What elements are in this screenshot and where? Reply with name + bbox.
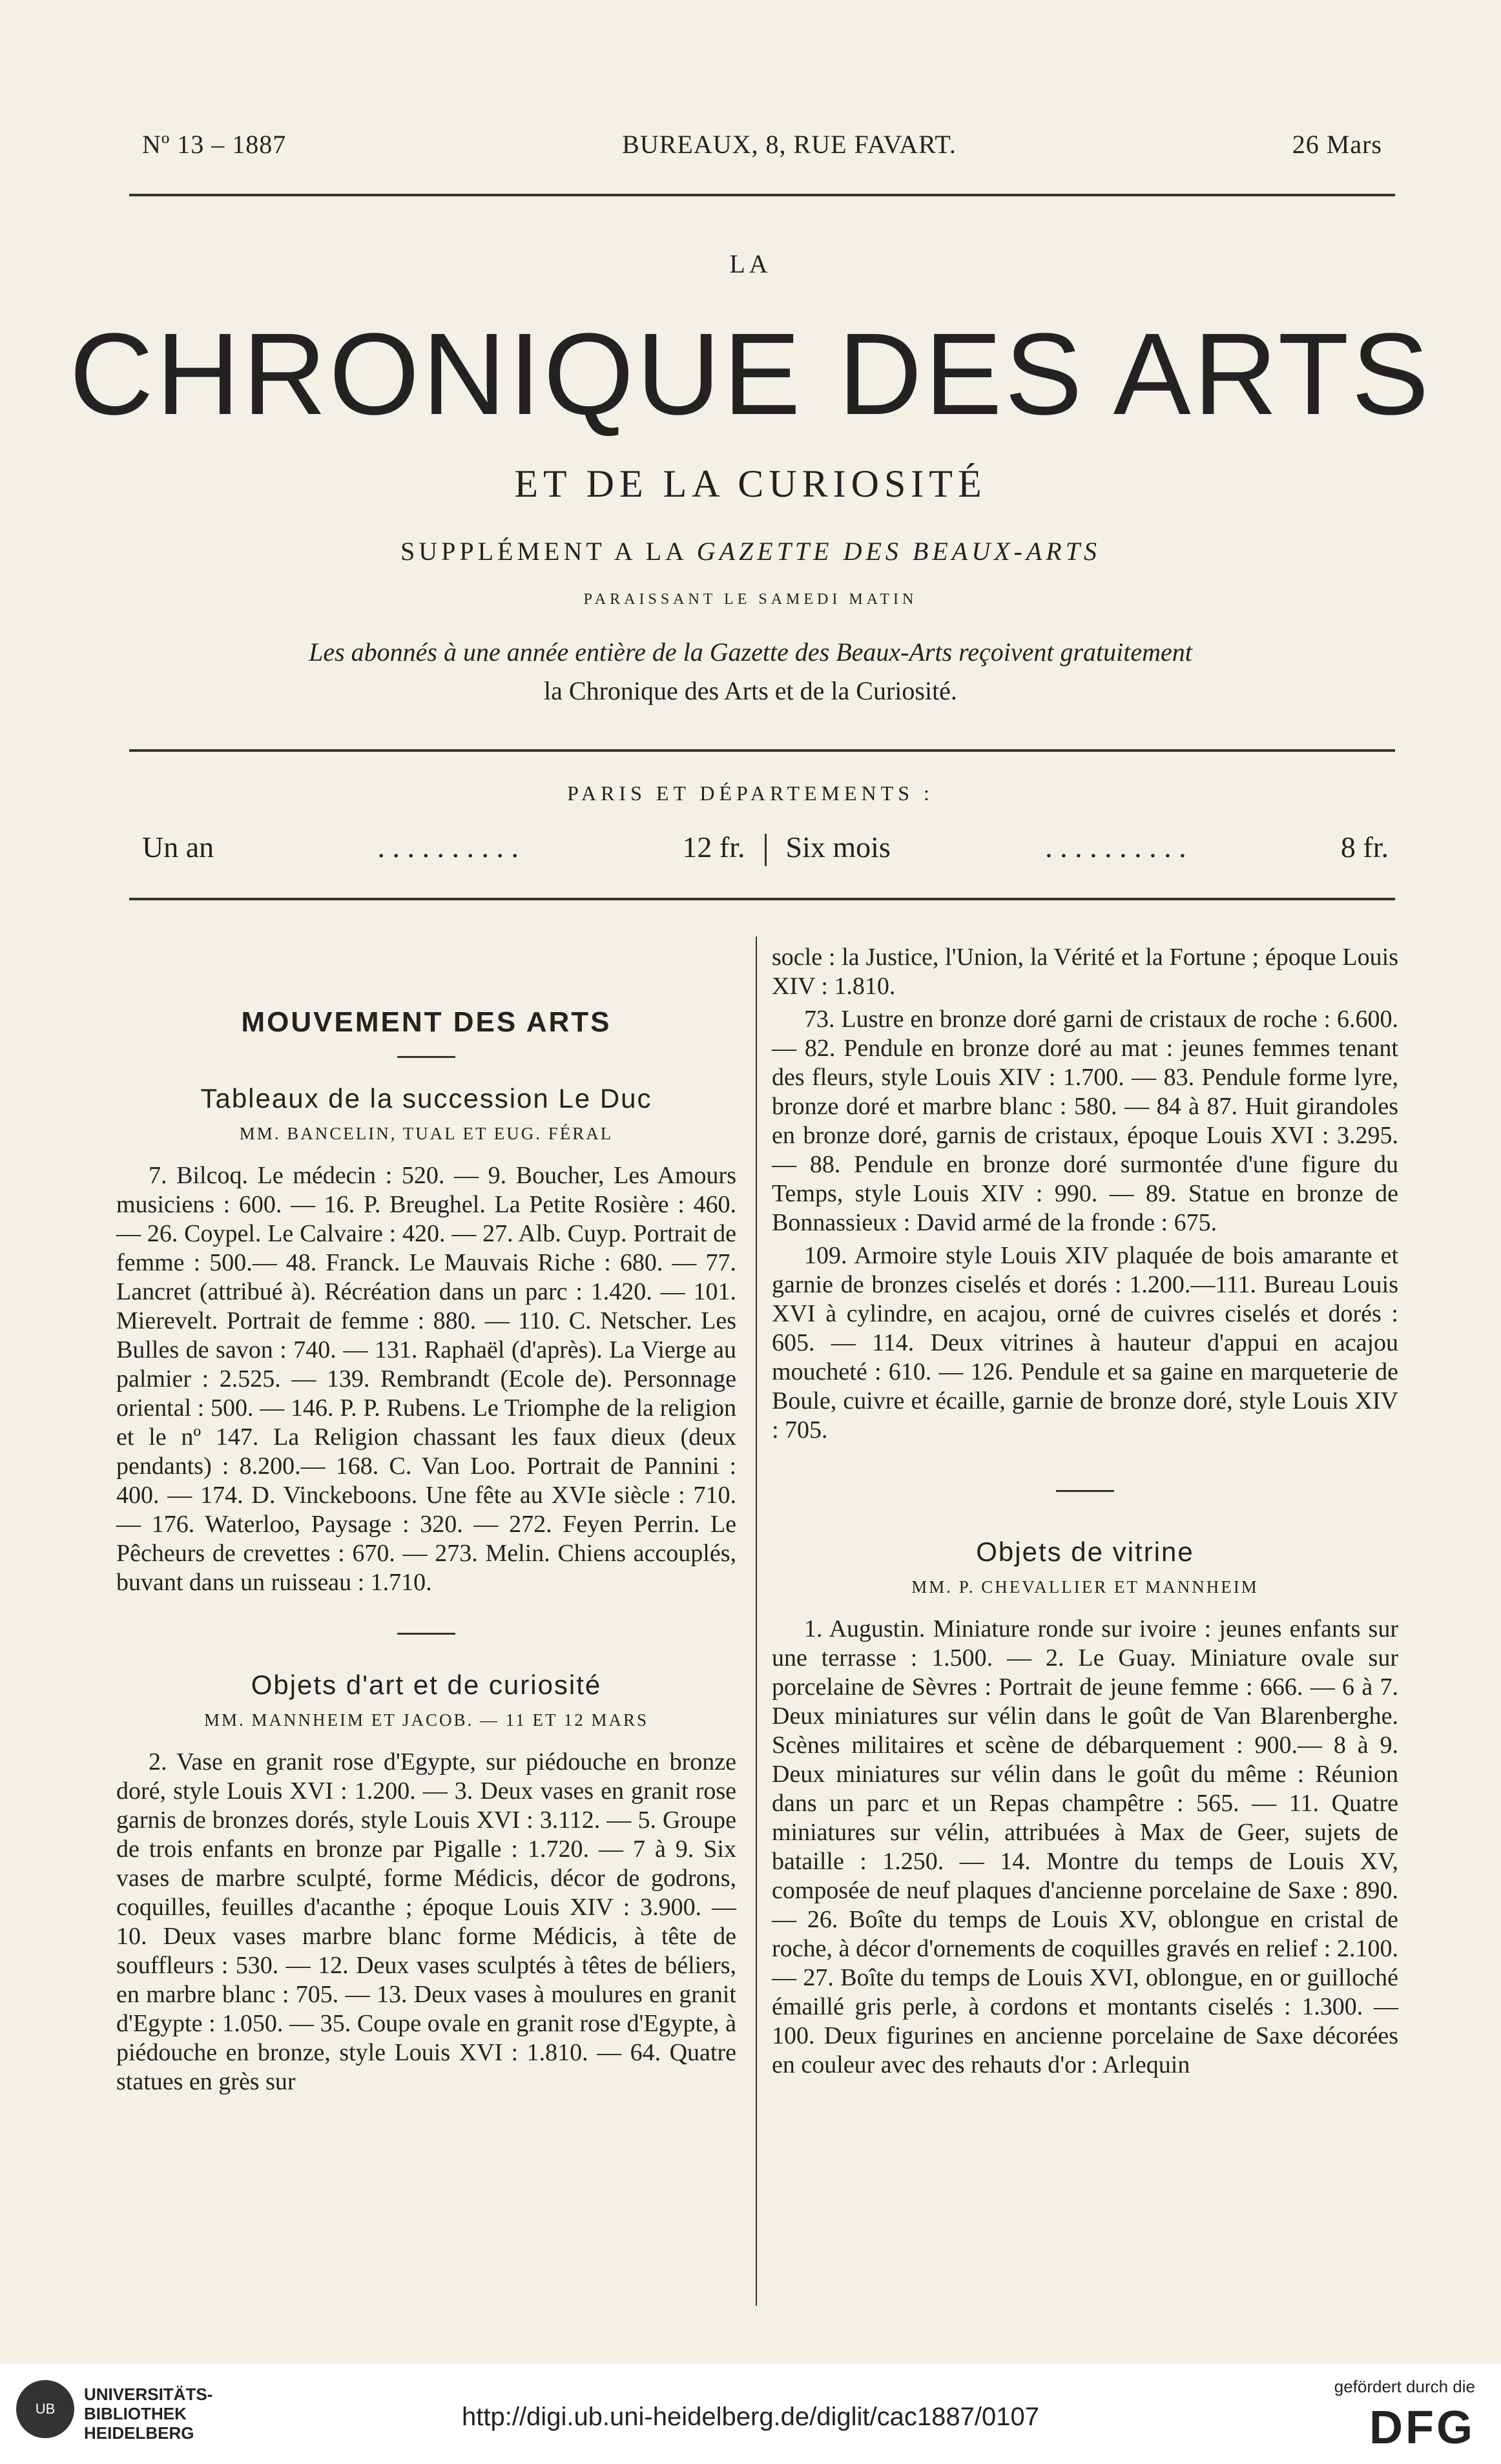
article-paragraph: 7. Bilcoq. Le médecin : 520. — 9. Boucher, Les Amours musiciens : 600. — 16. P. Breughel. La Petite Rosière : 460. — 26. Coypel. Le Calvaire : 420. — 27. Alb. Cuyp. Portrait de femme : 500.— 48. Franck. Le Mauvais Riche : 680. — 77. Lancret (attribué à). Récréation dans un parc : 1.420. — 101. Mierevelt. Portrait de femme : 880. — 110. C. Netscher. Les Bulles de savon : 740. — 131. Raphaël (d'après). La Vierge au palmier : 2.525. — 139. Rembrandt (Ecole de). Personnage oriental : 500. — 146. P. P. Rubens. Le Triomphe de la religion et le nº 147. La Religion chassant les faux dieux (deux pendants) : 8.200.— 168. C. Van Loo. Portrait de Pannini : 400. — 174. D. Vinckeboons. Une fête au XVIe siècle : 710. — 176. Waterloo, Paysage : 320. — 272. Feyen Perrin. Le Pêcheurs de crevettes : 670. — 273. Melin. Chiens accouplés, buvant dans un ruisseau : 1.710. bbox=[116, 1162, 736, 1596]
right-column bbox=[772, 943, 1398, 2084]
price-six-months bbox=[767, 830, 1409, 866]
auctioneers: MM. P. CHEVALLIER ET MANNHEIM bbox=[911, 1577, 1259, 1597]
left-column bbox=[116, 943, 736, 2100]
auctioneers: MM. BANCELIN, TUAL ET EUG. FÉRAL bbox=[239, 1124, 614, 1143]
subscription-region: PARIS ET DÉPARTEMENTS : bbox=[567, 782, 934, 805]
subscriber-note bbox=[0, 633, 1501, 710]
funding-note: gefördert durch die bbox=[1334, 2377, 1475, 2396]
issue-number: Nº 13 – 1887 bbox=[142, 130, 287, 159]
subsection-title: Objets d'art et de curiosité bbox=[251, 1670, 602, 1700]
section-title: MOUVEMENT DES ARTS bbox=[241, 1006, 612, 1038]
library-name-line: BIBLIOTHEK bbox=[84, 2404, 187, 2423]
supplement-prefix: SUPPLÉMENT A LA bbox=[400, 537, 697, 566]
price-one-year-label: Un an bbox=[142, 831, 214, 864]
publication-subtitle: ET DE LA CURIOSITÉ bbox=[514, 462, 987, 505]
price-one-year-value: 12 fr. bbox=[682, 831, 745, 864]
library-name-line: HEIDELBERG bbox=[84, 2423, 194, 2443]
subscription-prices bbox=[123, 830, 1408, 866]
section-dash bbox=[397, 1633, 455, 1635]
prices-rule bbox=[129, 898, 1395, 900]
header-rule bbox=[129, 194, 1395, 196]
masthead-article: LA bbox=[729, 249, 772, 278]
digitization-footer bbox=[0, 2364, 1501, 2464]
price-leader: . . . . . . . . . . bbox=[1045, 831, 1186, 864]
article-paragraph: socle : la Justice, l'Union, la Vérité et la Fortune ; époque Louis XIV : 1.810. bbox=[772, 944, 1398, 1000]
column-divider bbox=[756, 937, 757, 2306]
subsection-title: Objets de vitrine bbox=[976, 1537, 1194, 1567]
publication-schedule: PARAISSANT LE SAMEDI MATIN bbox=[583, 591, 918, 608]
article-paragraph: 73. Lustre en bronze doré garni de cristaux de roche : 6.600. — 82. Pendule en bronze doré au mat : jeunes femmes tenant des fleurs, style Louis XIV : 1.700. — 83. Pendule forme lyre, bronze doré et marbre blanc : 580. — 84 à 87. Huit girandoles en bronze doré, garnis de cristaux, époque Louis XVI : 3.295. — 88. Pendule en bronze doré surmontée d'une figure du Temps, style Louis XIV : 990. — 89. Statue en bronze de Bonnassieux : David armé de la fronde : 675. bbox=[772, 1006, 1398, 1236]
price-six-months-label: Six mois bbox=[785, 831, 891, 864]
library-name-line: UNIVERSITÄTS- bbox=[84, 2385, 213, 2404]
masthead-rule bbox=[129, 749, 1395, 752]
price-leader: . . . . . . . . . . bbox=[377, 831, 519, 864]
subscriber-note-line1: Les abonnés à une année entière de la Gazette des Beaux-Arts reçoivent gratuitement bbox=[309, 637, 1192, 667]
price-six-months-value: 8 fr. bbox=[1340, 831, 1389, 864]
auctioneers: MM. MANNHEIM ET JACOB. — 11 ET 12 MARS bbox=[203, 1710, 649, 1730]
publication-title: CHRONIQUE DES ARTS bbox=[69, 309, 1432, 439]
section-dash bbox=[397, 1056, 455, 1058]
dfg-logo: DFG bbox=[1369, 2402, 1475, 2454]
article-paragraph: 2. Vase en granit rose d'Egypte, sur piédouche en bronze doré, style Louis XVI : 1.200. — 3. Deux vases en granit rose garnis de bronzes dorés, style Louis XVI : 3.112. — 5. Groupe de trois enfants en bronze par Pigalle : 1.720. — 7 à 9. Six vases de marbre sculpté, forme Médicis, décor de godrons, coquilles, feuilles d'acanthe ; époque Louis XIV : 3.900. — 10. Deux vases marbre blanc forme Médicis, à tête de souffleurs : 530. — 12. Deux vases sculptés à têtes de béliers, en marbre blanc : 705. — 13. Deux vases à moulures en granit d'Egypte : 1.050. — 35. Coupe ovale en granit rose d'Egypte, à piédouche en bronze, style Louis XVI : 1.810. — 64. Quatre statues en grès sur bbox=[116, 1748, 736, 2095]
issue-header bbox=[142, 129, 1382, 160]
supplement-gazette: GAZETTE DES BEAUX-ARTS bbox=[696, 537, 1101, 566]
university-seal-icon: UB bbox=[16, 2380, 74, 2438]
price-one-year bbox=[123, 830, 765, 866]
issue-date: 26 Mars bbox=[1292, 130, 1382, 159]
office-address: BUREAUX, 8, RUE FAVART. bbox=[622, 130, 957, 159]
article-paragraph: 109. Armoire style Louis XIV plaquée de bois amarante et garnie de bronzes ciselés et dorés : 1.200.—111. Bureau Louis XVI à cylindre, en acajou, orné de cuivres ciselés et dorés : 605. — 114. Deux vitrines à hauteur d'appui en acajou moucheté : 610. — 126. Pendule et sa gaine en marqueterie de Boule, cuivre et écaille, garnie de bronze doré, style Louis XIV : 705. bbox=[772, 1242, 1398, 1444]
supplement-line bbox=[0, 536, 1501, 566]
subsection-title: Tableaux de la succession Le Duc bbox=[200, 1083, 652, 1113]
subscriber-note-line2: la Chronique des Arts et de la Curiosité. bbox=[544, 676, 957, 705]
article-paragraph: 1. Augustin. Miniature ronde sur ivoire : jeunes enfants sur une terrasse : 1.500. — 2. Le Guay. Miniature ovale sur porcelaine de Sèvres : Portrait de jeune femme : 666. — 6 à 7. Deux miniatures sur vélin dans le goût de Van Blarenberghe. Scènes militaires et scène de débarquement : 900.— 8 à 9. Deux miniatures sur vélin dans le goût du même : Réunion dans un parc et un Repas champêtre : 565. — 11. Quatre miniatures sur vélin, attribuées à Max de Geer, sujets de bataille : 1.250. — 14. Montre du temps de Louis XV, composée de neuf plaques d'ancienne porcelaine de Saxe : 890. — 26. Boîte du temps de Louis XV, oblongue en cristal de roche, à décor d'ornements de coquilles gravés en relief : 2.100. — 27. Boîte du temps de Louis XVI, oblongue, en or guilloché émaillé gris perle, à cordons et montants ciselés : 1.300. — 100. Deux figurines en ancienne porcelaine de Saxe décorées en couleur avec des rehauts d'or : Arlequin bbox=[772, 1615, 1398, 2078]
source-url[interactable]: http://digi.ub.uni-heidelberg.de/diglit/cac1887/0107 bbox=[462, 2403, 1039, 2431]
section-dash bbox=[1056, 1490, 1114, 1492]
